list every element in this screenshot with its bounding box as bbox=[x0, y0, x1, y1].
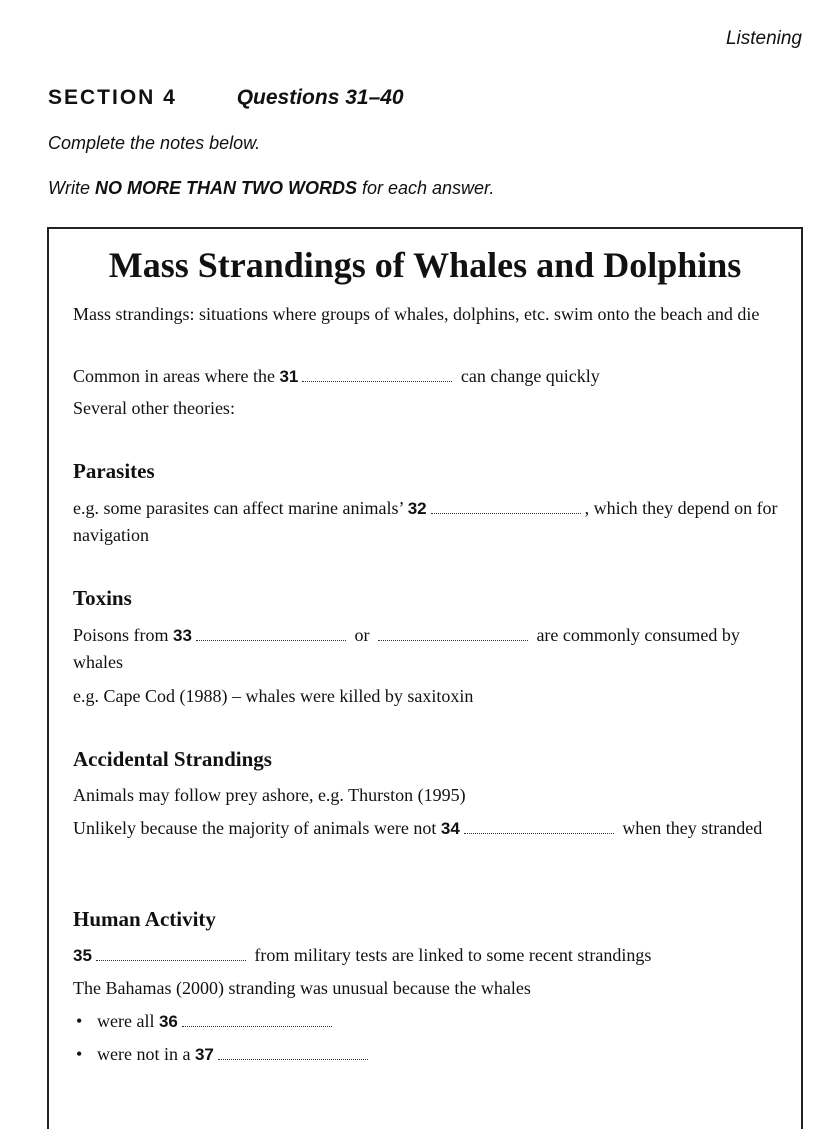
toxins-pre: Poisons from bbox=[73, 625, 169, 645]
heading-toxins: Toxins bbox=[73, 586, 132, 610]
question-33-blank-a[interactable] bbox=[196, 626, 346, 641]
toxins-or: or bbox=[354, 625, 370, 645]
intro-theories: Several other theories: bbox=[73, 398, 235, 418]
toxins-line bbox=[73, 622, 779, 676]
parasites-pre: e.g. some parasites can affect marine animals’ bbox=[73, 498, 404, 518]
question-32-blank[interactable] bbox=[431, 499, 581, 514]
section-questions: Questions 31–40 bbox=[236, 86, 404, 109]
human-line1-post: from military tests are linked to some recent strandings bbox=[254, 945, 652, 965]
instruction-complete: Complete the notes below. bbox=[48, 133, 261, 153]
intro-common-line bbox=[73, 363, 779, 390]
human-bullet-1 bbox=[76, 1008, 779, 1035]
toxins-post: are commonly consumed by whales bbox=[73, 625, 740, 672]
question-33-number: 33 bbox=[173, 626, 192, 645]
question-34-blank[interactable] bbox=[464, 819, 614, 834]
question-37-blank[interactable] bbox=[218, 1045, 368, 1060]
human-bullet2-pre: were not in a bbox=[97, 1044, 191, 1064]
notes-box bbox=[47, 227, 803, 1129]
human-bullet1-pre: were all bbox=[97, 1011, 155, 1031]
question-37-number: 37 bbox=[194, 1045, 214, 1064]
accidental-line1: Animals may follow prey ashore, e.g. Thurston (1995) bbox=[73, 785, 466, 805]
accidental-line2-post: when they stranded bbox=[622, 818, 763, 838]
toxins-example: e.g. Cape Cod (1988) – whales were killed by saxitoxin bbox=[73, 686, 474, 706]
question-35-number: 35 bbox=[73, 946, 92, 965]
question-35-blank[interactable] bbox=[96, 946, 246, 961]
parasites-post: , which they depend on for navigation bbox=[73, 498, 778, 545]
bullet-marker: • bbox=[76, 1044, 83, 1064]
instruction-word-limit bbox=[48, 178, 494, 199]
question-32-number: 32 bbox=[407, 499, 427, 518]
question-34-number: 34 bbox=[440, 819, 460, 838]
heading-accidental-strandings: Accidental Strandings bbox=[73, 747, 272, 771]
accidental-line2-pre: Unlikely because the majority of animals were not bbox=[73, 818, 437, 838]
notes-title: Mass Strandings of Whales and Dolphins bbox=[108, 245, 742, 285]
question-31-blank[interactable] bbox=[302, 367, 452, 382]
intro-common-post: can change quickly bbox=[460, 366, 600, 386]
instruction-word-limit-post: for each answer. bbox=[356, 178, 495, 198]
instruction-word-limit-pre: Write bbox=[48, 178, 95, 198]
human-line2: The Bahamas (2000) stranding was unusual because the whales bbox=[73, 978, 531, 998]
question-33-blank-b[interactable] bbox=[378, 626, 528, 641]
question-31-number: 31 bbox=[279, 367, 299, 386]
question-36-number: 36 bbox=[158, 1012, 178, 1031]
section-label: SECTION 4 bbox=[48, 86, 177, 109]
running-head: Listening bbox=[725, 28, 802, 49]
intro-definition: Mass strandings: situations where groups of whales, dolphins, etc. swim onto the beach and die bbox=[73, 304, 760, 324]
human-bullet-2 bbox=[76, 1041, 779, 1068]
heading-human-activity: Human Activity bbox=[73, 907, 216, 931]
question-36-blank[interactable] bbox=[182, 1012, 332, 1027]
human-line1 bbox=[73, 942, 779, 969]
accidental-line2 bbox=[73, 815, 779, 842]
heading-parasites: Parasites bbox=[73, 459, 155, 483]
instruction-word-limit-bold: NO MORE THAN TWO WORDS bbox=[95, 178, 357, 198]
section-header bbox=[48, 86, 404, 110]
bullet-marker: • bbox=[76, 1011, 83, 1031]
parasites-line bbox=[73, 495, 779, 549]
intro-common-pre: Common in areas where the bbox=[73, 366, 275, 386]
